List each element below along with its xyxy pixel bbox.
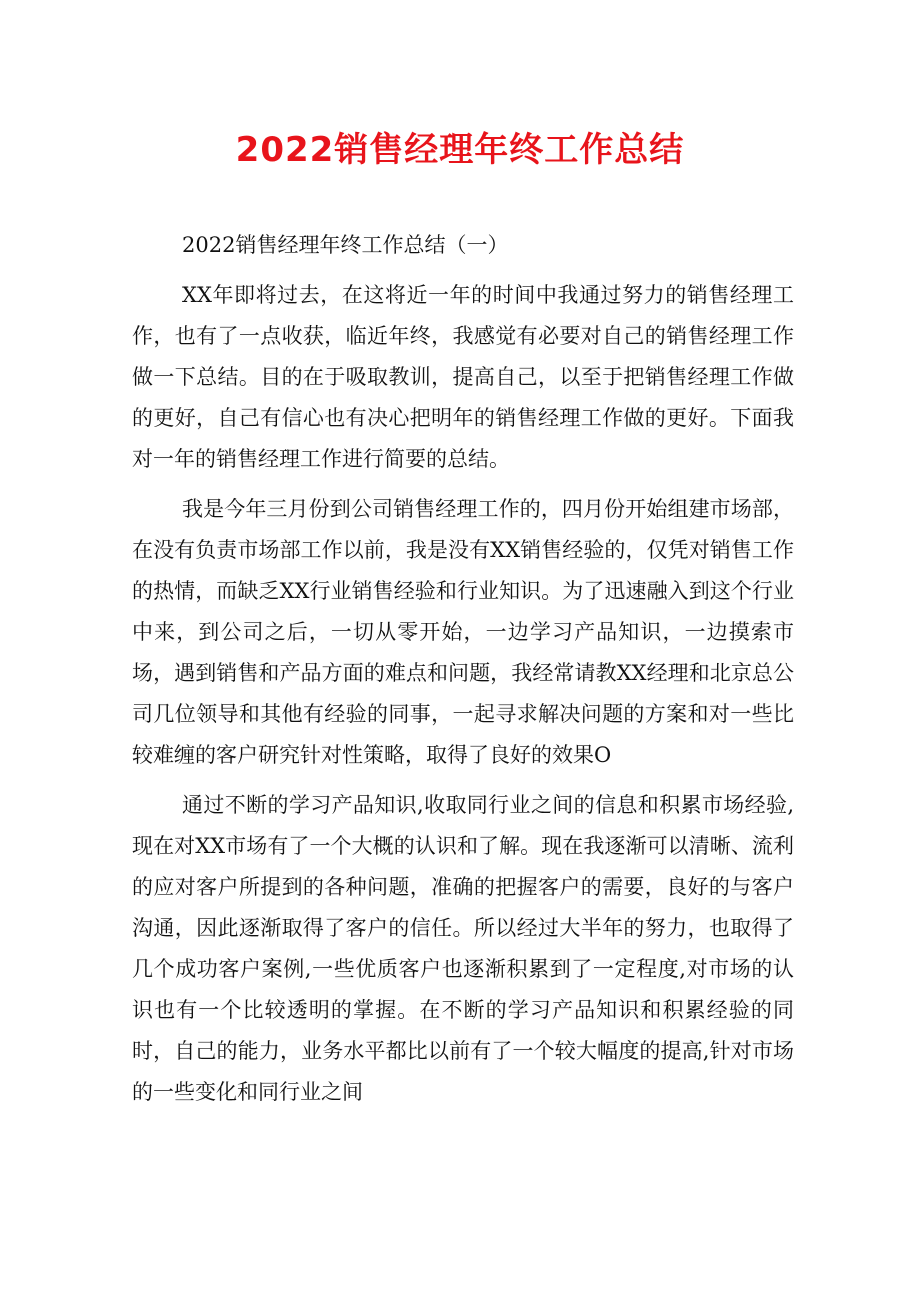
paragraph-3: 通过不断的学习产品知识,收取同行业之间的信息和积累市场经验,现在对XX市场有了一个大概的认识和了解。现在我逐渐可以清晰、流利的应对客户所提到的各种问题，准确的把握客户的需要，良好的与客户沟通，因此逐渐取得了客户的信任。所以经过大半年的努力，也取得了几个成功客户案例,一些优质客户也逐渐积累到了一定程度,对市场的认识也有一个比较透明的掌握。在不断的学习产品知识和积累经验的同时，自己的能力，业务水平都比以前有了一个较大幅度的提高,针对市场的一些变化和同行业之间 <box>132 793 794 1104</box>
section-heading: 2022销售经理年终工作总结（一） <box>182 233 509 257</box>
paragraph-2: 我是今年三月份到公司销售经理工作的，四月份开始组建市场部，在没有负责市场部工作以前，我是没有XX销售经验的，仅凭对销售工作的热情，而缺乏XX行业销售经验和行业知识。为了迅速融入到这个行业中来，到公司之后，一切从零开始，一边学习产品知识，一边摸索市场，遇到销售和产品方面的难点和问题，我经常请教XX经理和北京总公司几位领导和其他有经验的同事，一起寻求解决问题的方案和对一些比较难缠的客户研究针对性策略，取得了良好的效果O <box>132 497 794 767</box>
paragraph-1: XX年即将过去，在这将近一年的时间中我通过努力的销售经理工作，也有了一点收获，临近年终，我感觉有必要对自己的销售经理工作做一下总结。目的在于吸取教训，提高自己，以至于把销售经理工作做的更好，自己有信心也有决心把明年的销售经理工作做的更好。下面我对一年的销售经理工作进行简要的总结。 <box>132 283 794 471</box>
document-title: 2022销售经理年终工作总结 <box>235 130 685 170</box>
document-body <box>132 225 794 1122</box>
